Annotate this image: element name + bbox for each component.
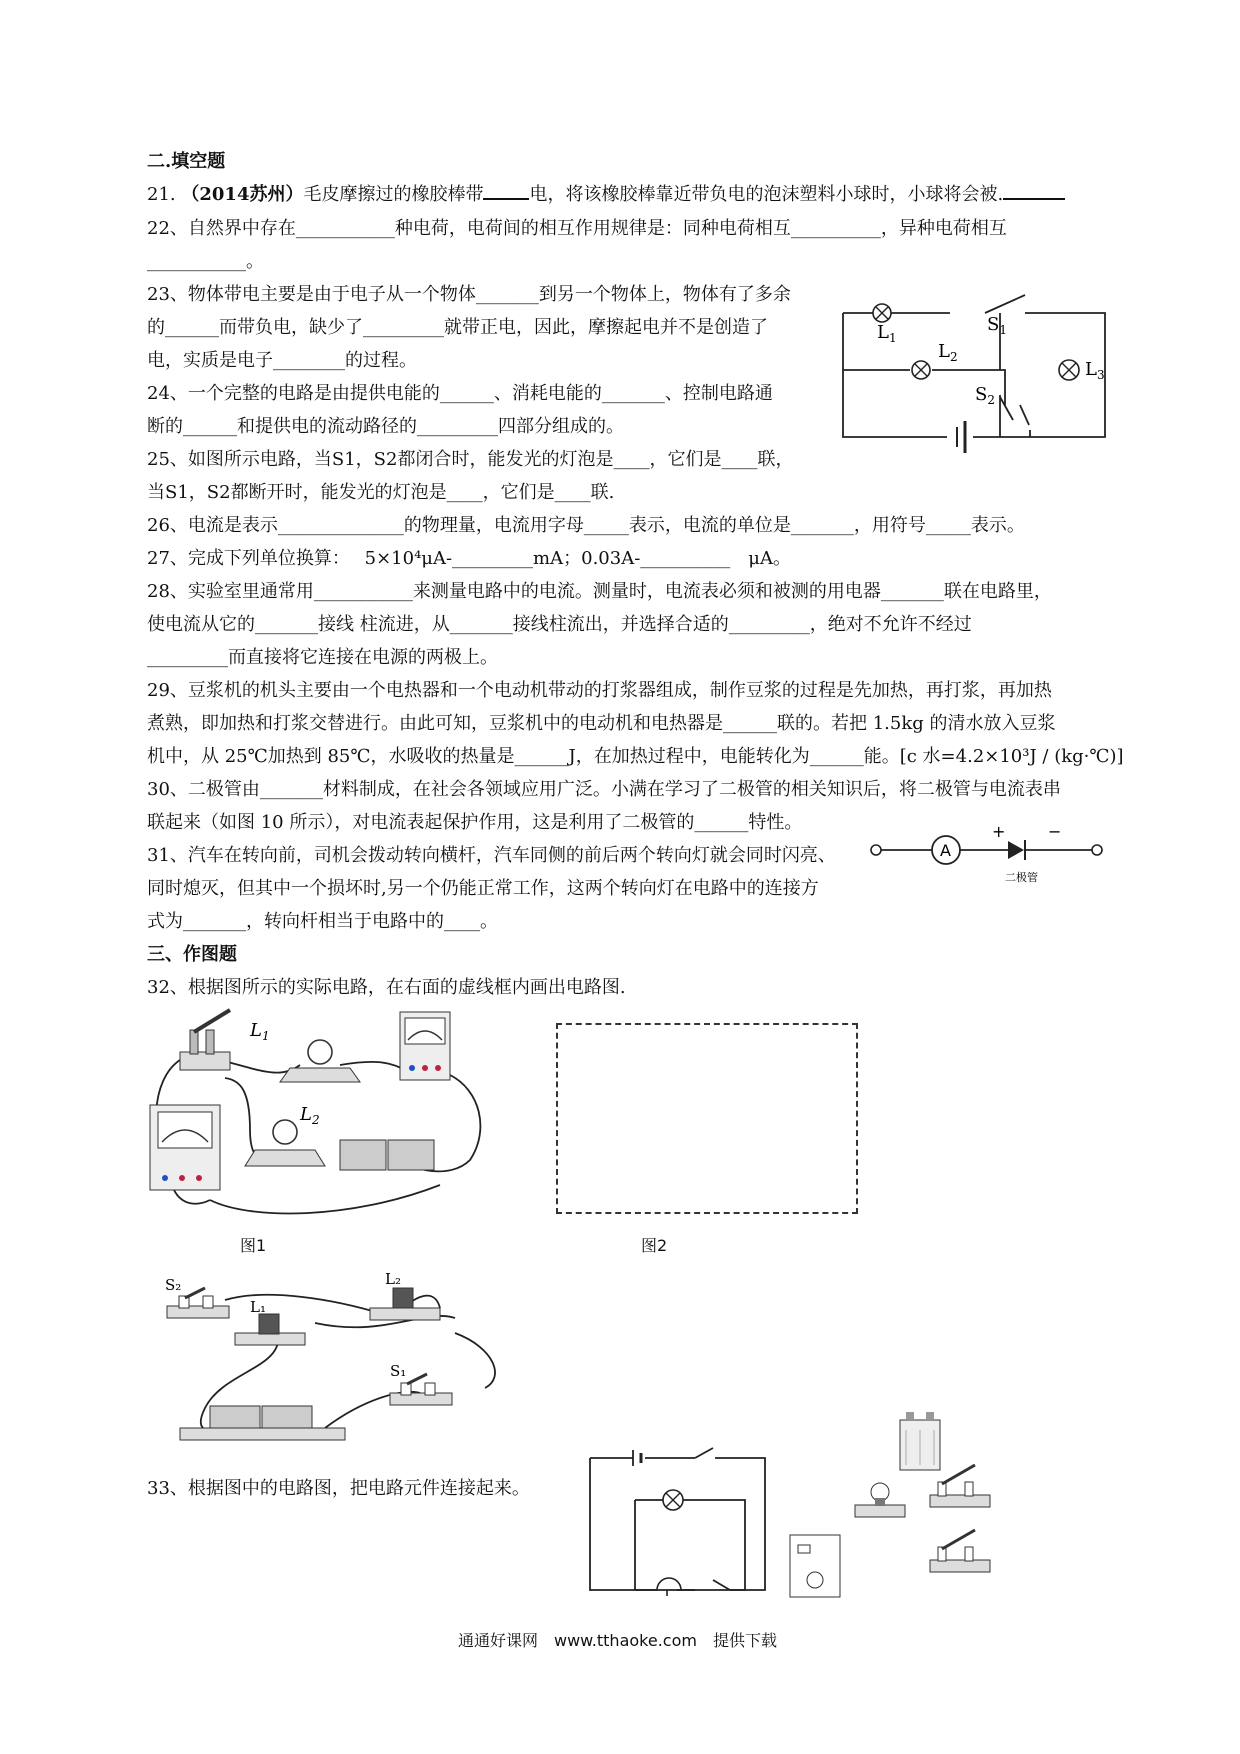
lamp-holder-icon (259, 1314, 279, 1334)
fig3-label-S1: S₁ (390, 1362, 407, 1380)
q21-blank-1[interactable] (483, 198, 529, 200)
question-30-line-2: 联起来（如图 10 所示），对电流表起保护作用，这是利用了二极管的______特性。 (147, 812, 803, 833)
q21-text-a: 毛皮摩擦过的橡胶棒带 (303, 184, 484, 205)
footer-text: 通通好课网 www.tthaoke.com 提供下载 (458, 1631, 777, 1650)
question-32: 32、根据图所示的实际电路，在右面的虚线框内画出电路图. (147, 977, 626, 998)
bulb-icon (308, 1040, 332, 1064)
lamp-holder-icon (393, 1288, 413, 1308)
question-23-line-2: 的______而带负电，缺少了_________就带正电，因此，摩擦起电并不是创造了 (147, 317, 768, 338)
question-30-line-1: 30、二极管由_______材料制成，在社会各领域应用广泛。小满在学习了二极管的相关知识后，将二极管与电流表串 (147, 779, 1061, 800)
minus-label: − (1048, 822, 1062, 841)
plus-label: + (992, 822, 1006, 841)
question-24-line-1: 24、一个完整的电路是由提供电能的______、消耗电能的_______、控制电路通 (147, 383, 773, 404)
question-24-line-2: 断的______和提供电的流动路径的_________四部分组成的。 (147, 416, 624, 437)
components-figure-q33 (780, 1410, 1020, 1630)
physical-circuit-figure-1 (150, 1010, 500, 1230)
q21-source: （2014苏州） (181, 184, 304, 205)
q21-text-b: 电，将该橡胶棒靠近带负电的泡沫塑料小球时，小球将会被. (529, 184, 1004, 205)
fig3-label-L2: L₂ (385, 1270, 401, 1288)
question-31-line-2: 同时熄灭，但其中一个损坏时,另一个仍能正常工作，这两个转向灯在电路中的连接方 (147, 878, 819, 899)
question-25-line-1: 25、如图所示电路，当S1，S2都闭合时，能发光的灯泡是____，它们是____联， (147, 449, 794, 470)
circuit-diagram-q33 (585, 1450, 785, 1600)
question-23-line-3: 电，实质是电子________的过程。 (147, 350, 417, 371)
question-31-line-3: 式为_______，转向杆相当于电路中的____。 (147, 911, 498, 932)
battery-icon (210, 1406, 260, 1428)
fig1-label-L1: $L_1$ (250, 1020, 270, 1043)
question-29-line-2: 煮熟，即加热和打浆交替进行。由此可知，豆浆机中的电动机和电热器是______联的。若把 1.5kg 的清水放入豆浆 (147, 713, 1056, 734)
circuit-diagram-q25 (835, 275, 1120, 465)
bulb-icon (273, 1120, 297, 1144)
question-33: 33、根据图中的电路图，把电路元件连接起来。 (147, 1478, 530, 1499)
diode-icon (1008, 841, 1024, 859)
fig3-label-L1: L₁ (250, 1298, 266, 1316)
question-23-line-1: 23、物体带电主要是由于电子从一个物体_______到另一个物体上，物体有了多余 (147, 284, 791, 305)
label-L2: $L_2$ (938, 341, 958, 364)
question-28-line-3: _________而直接将它连接在电源的两极上。 (147, 647, 498, 668)
diode-label: 二极管 (1005, 871, 1038, 884)
q21-blank-2[interactable] (1003, 198, 1065, 200)
drawing-area-box[interactable] (556, 1023, 858, 1214)
question-26: 26、电流是表示______________的物理量，电流用字母_____表示，电流的单位是_______，用符号_____表示。 (147, 515, 1025, 536)
fig1-caption: 图1 (240, 1236, 267, 1255)
switch-lever (942, 1530, 975, 1549)
question-22-line-1: 22、自然界中存在___________种电荷，电荷间的相互作用规律是：同种电荷相互__________，异种电荷相互 (147, 218, 1007, 239)
fig2-caption: 图2 (641, 1236, 668, 1255)
question-27: 27、完成下列单位换算： 5×10⁴μA-_________mA；0.03A-__________ μA。 (147, 548, 791, 569)
section-heading-drawing: 三、作图题 (147, 944, 237, 965)
battery-icon (262, 1406, 312, 1428)
question-25-line-2: 当S1，S2都断开时，能发光的灯泡是____，它们是____联. (147, 482, 615, 503)
label-L1: $L_1$ (877, 322, 897, 345)
physical-circuit-figure-3 (165, 1270, 545, 1448)
switch-lever (194, 1010, 230, 1032)
fig1-label-L2: $L_2$ (300, 1104, 320, 1127)
switch-base (180, 1052, 230, 1070)
label-L3: $L_3$ (1085, 359, 1105, 382)
bell-icon (657, 1578, 681, 1590)
question-29-line-1: 29、豆浆机的机头主要由一个电热器和一个电动机带动的打浆器组成，制作豆浆的过程是先加热，再打浆，再加热 (147, 680, 1052, 701)
ammeter-diode-diagram (870, 822, 1110, 885)
question-28-line-2: 使电流从它的_______接线 柱流进，从_______接线柱流出，并选择合适的_________，绝对不允许不经过 (147, 614, 972, 635)
fig3-label-S2: S₂ (165, 1276, 182, 1294)
switch-lever (942, 1465, 975, 1484)
question-28-line-1: 28、实验室里通常用___________来测量电路中的电流。测量时，电流表必须和被测的用电器_______联在电路里， (147, 581, 1052, 602)
battery-icon (340, 1140, 386, 1170)
question-29-line-3: 机中，从 25℃加热到 85℃，水吸收的热量是______J，在加热过程中，电能转化为______能。[c 水=4.2×10³J / (kg·℃)] (147, 746, 1124, 767)
q21-number: 21. (147, 184, 176, 205)
label-S1: $S_1$ (987, 314, 1007, 337)
question-31-line-1: 31、汽车在转向前，司机会拨动转向横杆，汽车同侧的前后两个转向灯就会同时闪亮、 (147, 845, 836, 866)
section-heading-fill-blank: 二.填空题 (147, 151, 226, 172)
label-S2: $S_2$ (975, 384, 995, 407)
question-22-line-2: ___________。 (147, 251, 264, 272)
question-21 (147, 183, 1065, 207)
ammeter-label: A (940, 841, 951, 860)
battery-icon (388, 1140, 434, 1170)
